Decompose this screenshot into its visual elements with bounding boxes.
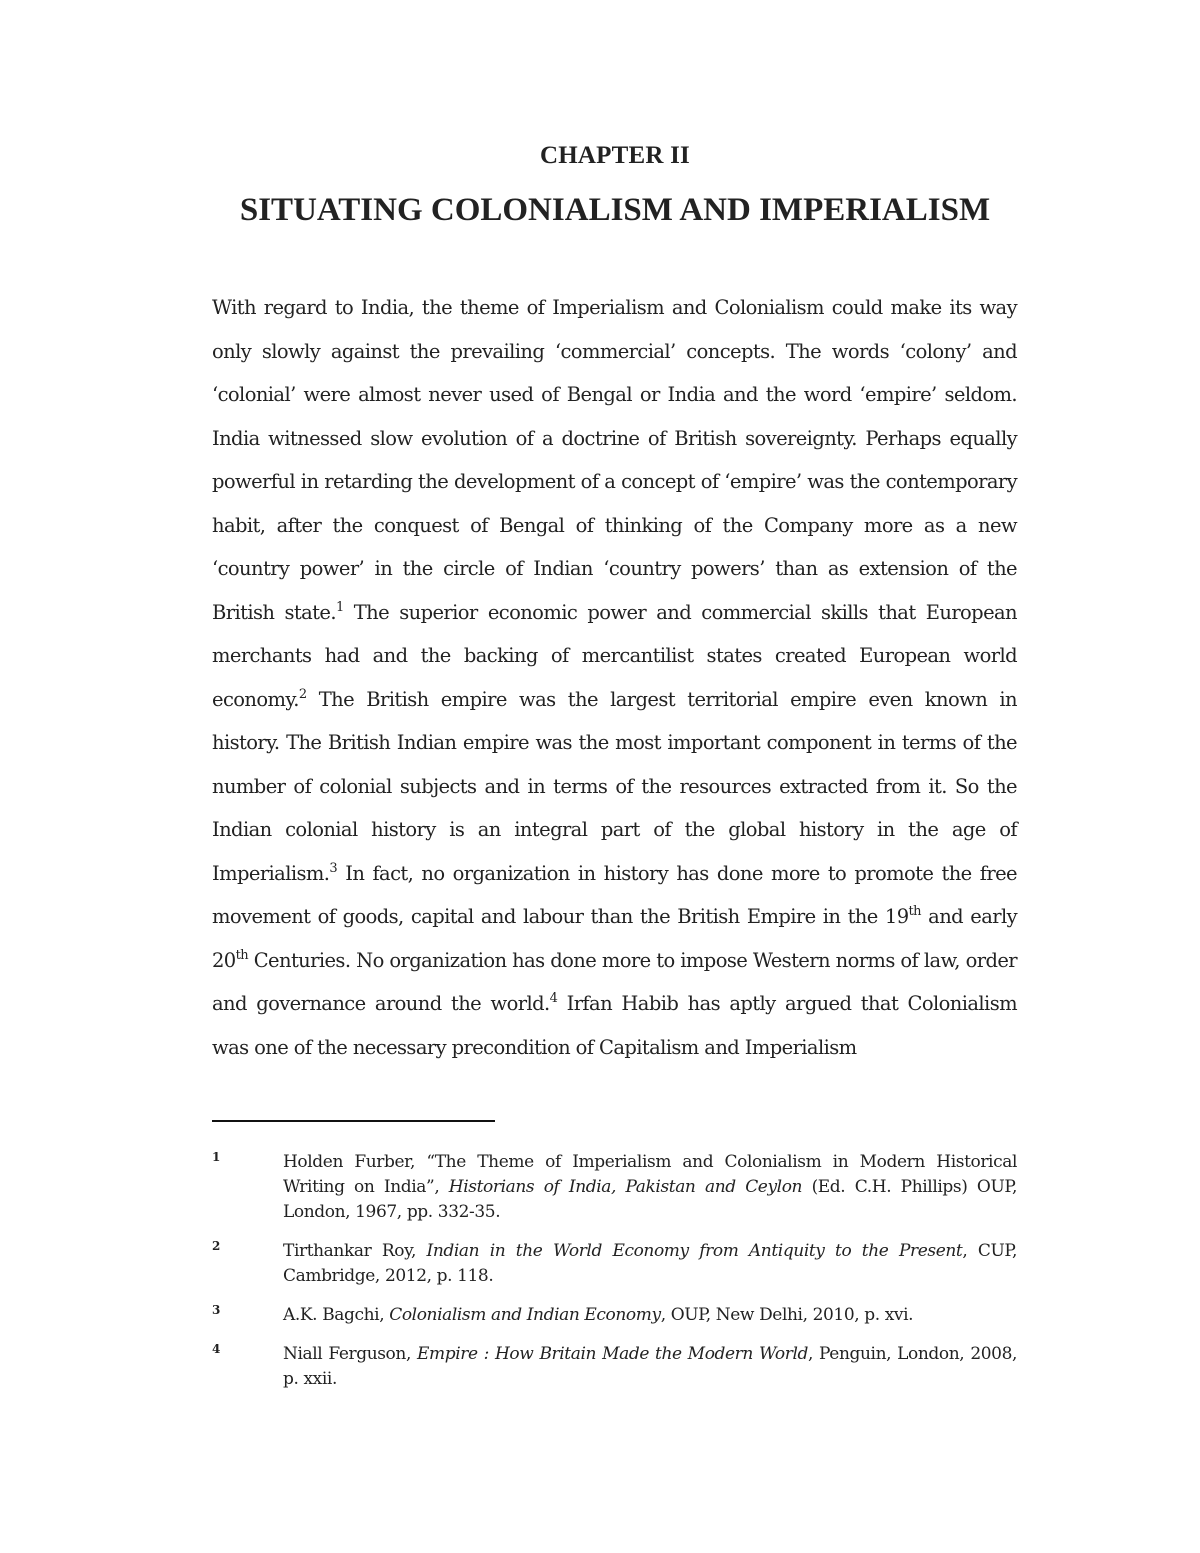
footnote-number: 2: [212, 1239, 220, 1253]
footnote-reference: 4: [549, 991, 558, 1006]
footnote-number: 4: [212, 1342, 220, 1356]
footnote-text-plain: , OUP, New Delhi, 2010, p. xvi.: [660, 1305, 914, 1325]
body-text-segment: The British empire was the largest territorial empire even known in history. The British Indian empire was the most important component in terms of the number of colonial subjects and in terms of the resources extracted from it. So the Indian colonial history is an integral part of the global history in the age of Imperialism.: [212, 687, 1017, 885]
ordinal-suffix: th: [908, 904, 921, 919]
footnote-separator: [212, 1120, 495, 1122]
footnote-text: [283, 1239, 1017, 1289]
footnote-text-italic: Empire : How Britain Made the Modern World: [416, 1344, 808, 1364]
footnote-text: [283, 1150, 1017, 1225]
chapter-label: CHAPTER II: [540, 142, 690, 169]
footnote-text-italic: Colonialism and Indian Economy: [389, 1305, 661, 1325]
footnote-item: [212, 1303, 1017, 1328]
footnote-text-plain: A.K. Bagchi,: [283, 1305, 390, 1325]
footnote-item: [212, 1150, 1017, 1225]
footnote-item: [212, 1342, 1017, 1392]
footnote-reference: 2: [298, 686, 307, 702]
footnote-text: [283, 1303, 1017, 1328]
footnote-text-plain: Holden Furber, “The Theme of Imperialism and Colonialism in Modern Historical Writing on India”,: [283, 1152, 1017, 1197]
body-text-segment: Irfan Habib has aptly argued that Colonialism was one of the necessary precondition of Capitalism and Imperialism: [212, 992, 1017, 1059]
body-text-segment: With regard to India, the theme of Imperialism and Colonialism could make its way only slowly against the prevailing ‘commercial’ concepts. The words ‘colony’ and ‘colonial’ were almost never used of Bengal or India and the word ‘empire’ seldom. India witnessed slow evolution of a doctrine of British sovereignty. Perhaps equally powerful in retarding the development of a concept of ‘empire’ was the contemporary habit, after the conquest of Bengal of thinking of the Company more as a new ‘country power’ in the circle of Indian ‘country powers’ than as extension of the British state.: [212, 296, 1017, 624]
footnote-text-plain: (Ed. C.H. Phillips) OUP, London, 1967, pp. 332-35.: [283, 1177, 1017, 1222]
footnote-number: 1: [212, 1150, 220, 1164]
footnotes-section: [212, 1150, 1017, 1406]
footnote-text-plain: , CUP, Cambridge, 2012, p. 118.: [283, 1241, 1017, 1286]
footnote-number: 3: [212, 1303, 220, 1317]
body-paragraph: [212, 286, 1017, 1069]
body-text-segment: Centuries. No organization has done more to impose Western norms of law, order and governance around the world.: [212, 948, 1017, 1015]
footnote-text-plain: Tirthankar Roy,: [283, 1241, 427, 1261]
body-text-segment: In fact, no organization in history has done more to promote the free movement of goods, capital and labour than the British Empire in the 19: [212, 861, 1017, 928]
body-text-segment: and early 20: [212, 905, 1017, 972]
chapter-title: SITUATING COLONIALISM AND IMPERIALISM: [239, 192, 991, 228]
footnote-item: [212, 1239, 1017, 1289]
footnote-text-italic: Indian in the World Economy from Antiquity to the Present: [426, 1241, 963, 1261]
footnote-text-italic: Historians of India, Pakistan and Ceylon: [448, 1177, 803, 1197]
footnote-text: [283, 1342, 1017, 1392]
footnote-reference: 3: [329, 860, 338, 876]
footnote-text-plain: , Penguin, London, 2008, p. xxii.: [283, 1344, 1017, 1389]
footnote-text-plain: Niall Ferguson,: [283, 1344, 417, 1364]
body-text-segment: The superior economic power and commercial skills that European merchants had and the backing of mercantilist states created European world economy.: [212, 600, 1017, 711]
footnote-reference: 1: [335, 599, 344, 615]
ordinal-suffix: th: [235, 947, 249, 963]
